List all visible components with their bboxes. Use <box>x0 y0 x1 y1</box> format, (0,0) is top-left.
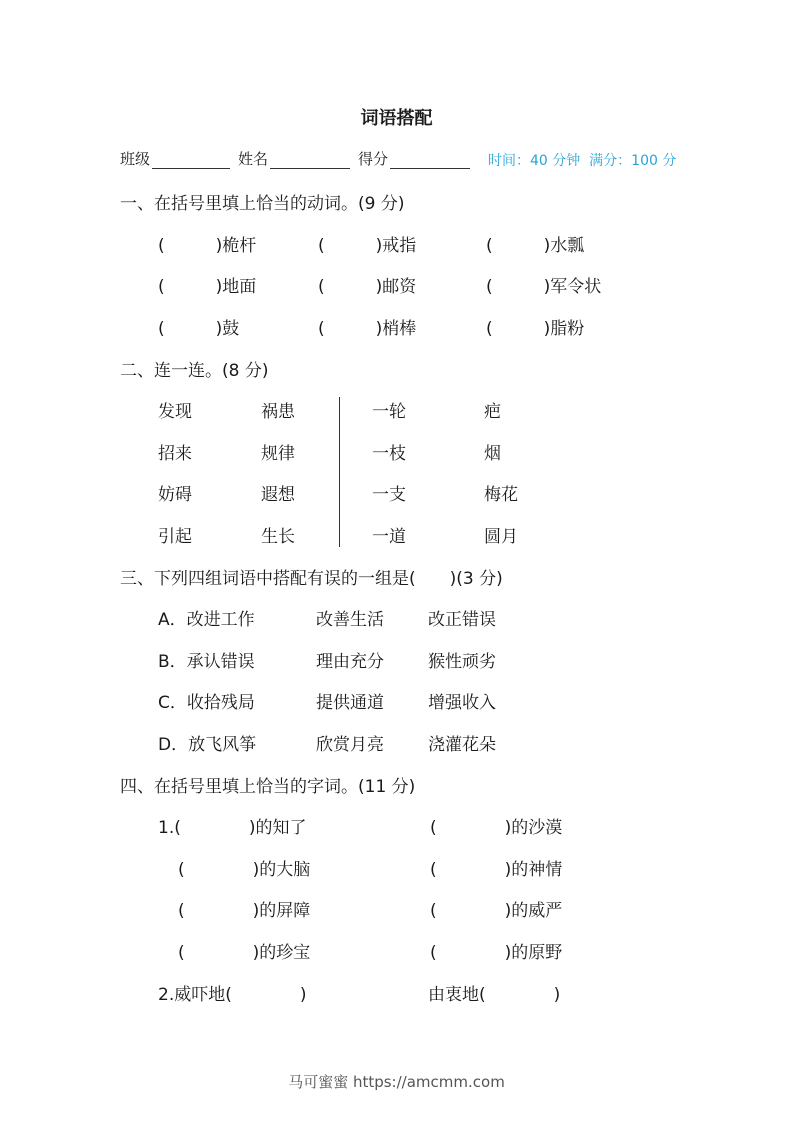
match-word: 疤 <box>484 402 501 422</box>
match-word: 引起 <box>158 527 192 547</box>
option-word: 理由充分 <box>316 652 384 672</box>
name-blank[interactable] <box>270 153 350 169</box>
match-word: 生长 <box>261 527 295 547</box>
option-word: 欣赏月亮 <box>316 735 384 755</box>
s4-item: ( )的珍宝 <box>178 943 311 963</box>
match-word: 发现 <box>158 402 192 422</box>
class-field <box>120 148 230 169</box>
option-word: 猴性顽劣 <box>428 652 496 672</box>
s1-item: ( )梢棒 <box>318 319 417 339</box>
match-word: 遐想 <box>261 485 295 505</box>
s4-item: ( )的屏障 <box>178 901 311 921</box>
time-score-info <box>488 150 676 170</box>
s4-item: ( )的原野 <box>430 943 563 963</box>
option-word: 增强收入 <box>428 693 496 713</box>
score-label: 得分 <box>358 150 389 168</box>
option-word: 改善生活 <box>316 610 384 630</box>
option-word: 改正错误 <box>428 610 496 630</box>
s4-item: ( )的威严 <box>430 901 563 921</box>
s1-item: ( )桅杆 <box>158 236 257 256</box>
s1-item: ( )戒指 <box>318 236 417 256</box>
option-word: 提供通道 <box>316 693 384 713</box>
option-b: B．承认错误 <box>158 652 255 672</box>
s1-item: ( )水瓢 <box>486 236 585 256</box>
s1-item: ( )脂粉 <box>486 319 585 339</box>
class-blank[interactable] <box>152 153 230 169</box>
section3-heading: 三、下列四组词语中搭配有误的一组是( )(3 分) <box>120 569 503 589</box>
s1-item: ( )鼓 <box>158 319 240 339</box>
match-word: 梅花 <box>484 485 518 505</box>
option-a: A．改进工作 <box>158 610 255 630</box>
match-word: 圆月 <box>484 527 518 547</box>
divider-line <box>339 397 340 547</box>
section4-heading: 四、在括号里填上恰当的字词。(11 分) <box>120 777 416 797</box>
footer-watermark: 马可蜜蜜 https://amcmm.com <box>288 1073 505 1091</box>
s1-item: ( )地面 <box>158 277 257 297</box>
name-label: 姓名 <box>238 150 269 168</box>
s1-item: ( )邮资 <box>318 277 417 297</box>
match-word: 烟 <box>484 444 501 464</box>
s4-q2-item: 由衷地( ) <box>428 985 561 1005</box>
full-score-info: 满分：100 分 <box>589 153 677 169</box>
page-title: 词语搭配 <box>360 108 433 129</box>
section1-heading: 一、在括号里填上恰当的动词。(9 分) <box>120 194 405 214</box>
s4-item: 1.( )的知了 <box>158 818 307 838</box>
match-word: 一支 <box>372 485 406 505</box>
s4-q2-item: 2.威吓地( ) <box>158 985 307 1005</box>
match-word: 妨碍 <box>158 485 192 505</box>
time-info: 时间：40 分钟 <box>488 153 581 169</box>
section2-heading: 二、连一连。(8 分) <box>120 361 269 381</box>
score-blank[interactable] <box>390 153 470 169</box>
name-field <box>238 148 350 169</box>
match-word: 一道 <box>372 527 406 547</box>
score-field <box>358 148 470 169</box>
s4-item: ( )的神情 <box>430 860 563 880</box>
match-word: 祸患 <box>261 402 295 422</box>
option-d: D．放飞风筝 <box>158 735 257 755</box>
s4-item: ( )的大脑 <box>178 860 311 880</box>
s1-item: ( )军令状 <box>486 277 602 297</box>
s4-item: ( )的沙漠 <box>430 818 563 838</box>
match-word: 一枝 <box>372 444 406 464</box>
option-word: 浇灌花朵 <box>428 735 496 755</box>
match-word: 规律 <box>261 444 295 464</box>
match-word: 一轮 <box>372 402 406 422</box>
match-word: 招来 <box>158 444 192 464</box>
class-label: 班级 <box>120 150 151 168</box>
option-c: C．收拾残局 <box>158 693 255 713</box>
